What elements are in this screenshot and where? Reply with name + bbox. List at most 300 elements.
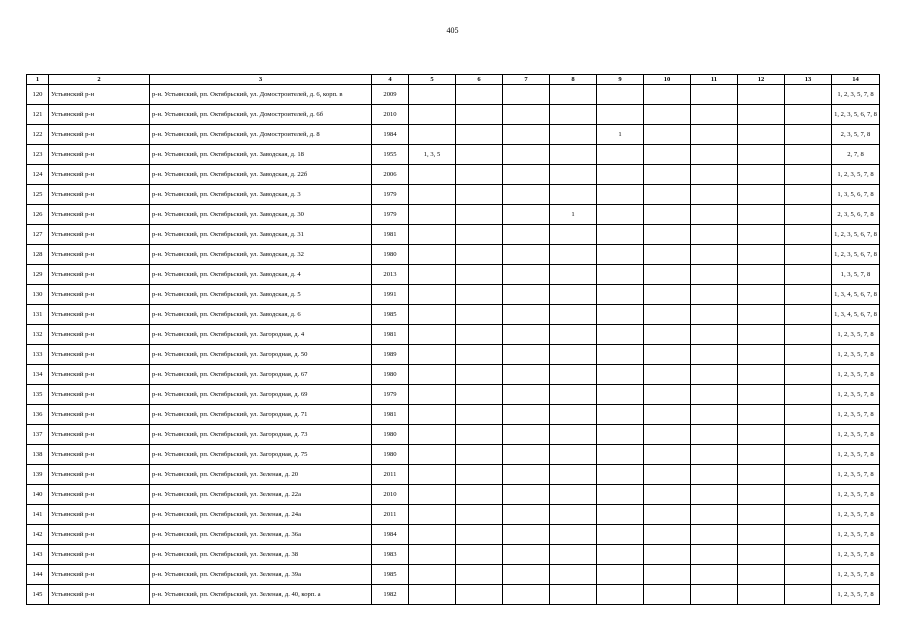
cell-year: 2011	[372, 505, 409, 525]
cell-col-10	[644, 125, 691, 145]
cell-district: Устьянский р-н	[49, 125, 150, 145]
cell-col-11	[691, 485, 738, 505]
cell-col-8	[550, 245, 597, 265]
cell-col-9	[597, 465, 644, 485]
cell-col-8	[550, 345, 597, 365]
cell-col-13	[785, 345, 832, 365]
cell-row-number: 123	[27, 145, 49, 165]
cell-col-8	[550, 125, 597, 145]
table-row	[27, 545, 880, 565]
cell-col-14: 1, 2, 3, 5, 7, 8	[832, 585, 880, 605]
cell-col-9	[597, 405, 644, 425]
cell-col-9	[597, 385, 644, 405]
cell-col-10	[644, 205, 691, 225]
cell-year: 1981	[372, 405, 409, 425]
cell-col-14: 1, 2, 3, 5, 7, 8	[832, 85, 880, 105]
table-row	[27, 185, 880, 205]
cell-col-7	[503, 425, 550, 445]
cell-col-11	[691, 365, 738, 385]
cell-col-14: 2, 3, 5, 6, 7, 8	[832, 205, 880, 225]
cell-year: 2009	[372, 85, 409, 105]
cell-col-14: 1, 2, 3, 5, 6, 7, 8	[832, 245, 880, 265]
cell-col-13	[785, 105, 832, 125]
cell-year: 1981	[372, 225, 409, 245]
table-row	[27, 565, 880, 585]
cell-col-13	[785, 225, 832, 245]
cell-col-7	[503, 485, 550, 505]
cell-col-8	[550, 565, 597, 585]
cell-address: р-н. Устьянский, рп. Октябрьский, ул. Загородная, д. 69	[150, 385, 372, 405]
cell-col-14: 1, 3, 5, 7, 8	[832, 265, 880, 285]
table-header-row	[27, 75, 880, 85]
cell-col-8	[550, 465, 597, 485]
cell-col-5	[409, 325, 456, 345]
cell-col-12	[738, 585, 785, 605]
table-body	[27, 85, 880, 605]
table-row	[27, 485, 880, 505]
cell-col-12	[738, 505, 785, 525]
cell-col-5	[409, 545, 456, 565]
cell-col-12	[738, 305, 785, 325]
cell-col-13	[785, 85, 832, 105]
cell-col-8	[550, 385, 597, 405]
cell-col-6	[456, 325, 503, 345]
column-header-14: 14	[832, 75, 880, 85]
table-row	[27, 145, 880, 165]
cell-row-number: 120	[27, 85, 49, 105]
cell-col-14: 1, 2, 3, 5, 7, 8	[832, 545, 880, 565]
cell-col-13	[785, 445, 832, 465]
cell-col-14: 1, 2, 3, 5, 7, 8	[832, 165, 880, 185]
cell-col-6	[456, 445, 503, 465]
cell-year: 1985	[372, 305, 409, 325]
cell-col-14: 1, 2, 3, 5, 7, 8	[832, 565, 880, 585]
cell-col-6	[456, 185, 503, 205]
cell-row-number: 122	[27, 125, 49, 145]
table-row	[27, 125, 880, 145]
cell-col-9	[597, 165, 644, 185]
cell-col-8	[550, 365, 597, 385]
table-row	[27, 345, 880, 365]
cell-col-8	[550, 165, 597, 185]
cell-col-12	[738, 465, 785, 485]
page-number: 405	[446, 26, 459, 35]
cell-row-number: 135	[27, 385, 49, 405]
cell-col-10	[644, 245, 691, 265]
cell-row-number: 145	[27, 585, 49, 605]
cell-district: Устьянский р-н	[49, 545, 150, 565]
cell-row-number: 121	[27, 105, 49, 125]
cell-col-7	[503, 305, 550, 325]
cell-col-8	[550, 325, 597, 345]
cell-col-11	[691, 185, 738, 205]
cell-col-14: 1, 2, 3, 5, 7, 8	[832, 425, 880, 445]
table-row	[27, 425, 880, 445]
cell-col-6	[456, 385, 503, 405]
cell-col-11	[691, 225, 738, 245]
cell-col-8	[550, 545, 597, 565]
cell-col-7	[503, 365, 550, 385]
cell-col-7	[503, 145, 550, 165]
cell-col-7	[503, 225, 550, 245]
cell-col-13	[785, 425, 832, 445]
cell-year: 1955	[372, 145, 409, 165]
cell-col-13	[785, 385, 832, 405]
cell-col-9	[597, 285, 644, 305]
cell-col-11	[691, 165, 738, 185]
cell-col-13	[785, 165, 832, 185]
cell-col-11	[691, 505, 738, 525]
cell-address: р-н. Устьянский, рп. Октябрьский, ул. Зеленая, д. 24а	[150, 505, 372, 525]
cell-col-5	[409, 525, 456, 545]
cell-district: Устьянский р-н	[49, 245, 150, 265]
cell-col-11	[691, 125, 738, 145]
cell-col-7	[503, 345, 550, 365]
cell-district: Устьянский р-н	[49, 385, 150, 405]
cell-col-12	[738, 125, 785, 145]
cell-col-5	[409, 505, 456, 525]
cell-address: р-н. Устьянский, рп. Октябрьский, ул. Домостроителей, д. 6, корп. в	[150, 85, 372, 105]
cell-col-12	[738, 345, 785, 365]
cell-district: Устьянский р-н	[49, 565, 150, 585]
table-row	[27, 225, 880, 245]
cell-col-6	[456, 285, 503, 305]
cell-col-13	[785, 125, 832, 145]
cell-col-8	[550, 105, 597, 125]
cell-col-11	[691, 85, 738, 105]
cell-year: 1983	[372, 545, 409, 565]
table-row	[27, 305, 880, 325]
cell-col-5	[409, 105, 456, 125]
cell-year: 2011	[372, 465, 409, 485]
cell-district: Устьянский р-н	[49, 365, 150, 385]
cell-col-8: 1	[550, 205, 597, 225]
cell-col-10	[644, 305, 691, 325]
cell-col-9	[597, 225, 644, 245]
cell-col-8	[550, 305, 597, 325]
cell-col-10	[644, 345, 691, 365]
cell-col-9	[597, 545, 644, 565]
cell-col-6	[456, 165, 503, 185]
cell-col-11	[691, 525, 738, 545]
cell-col-11	[691, 285, 738, 305]
cell-col-5	[409, 445, 456, 465]
cell-col-6	[456, 565, 503, 585]
cell-col-10	[644, 485, 691, 505]
cell-col-14: 1, 2, 3, 5, 7, 8	[832, 485, 880, 505]
cell-col-12	[738, 165, 785, 185]
cell-col-12	[738, 265, 785, 285]
column-header-5: 5	[409, 75, 456, 85]
cell-address: р-н. Устьянский, рп. Октябрьский, ул. Зеленая, д. 36а	[150, 525, 372, 545]
cell-col-6	[456, 585, 503, 605]
cell-col-12	[738, 225, 785, 245]
cell-col-9	[597, 485, 644, 505]
cell-district: Устьянский р-н	[49, 485, 150, 505]
cell-address: р-н. Устьянский, рп. Октябрьский, ул. Загородная, д. 71	[150, 405, 372, 425]
cell-col-9	[597, 325, 644, 345]
cell-col-9	[597, 145, 644, 165]
cell-col-10	[644, 585, 691, 605]
cell-col-13	[785, 585, 832, 605]
housing-table	[26, 74, 880, 605]
cell-col-5: 1, 3, 5	[409, 145, 456, 165]
cell-col-14: 1, 2, 3, 5, 6, 7, 8	[832, 225, 880, 245]
cell-col-5	[409, 285, 456, 305]
table-row	[27, 505, 880, 525]
cell-col-7	[503, 385, 550, 405]
cell-col-9: 1	[597, 125, 644, 145]
cell-col-10	[644, 265, 691, 285]
cell-district: Устьянский р-н	[49, 305, 150, 325]
column-header-7: 7	[503, 75, 550, 85]
cell-row-number: 139	[27, 465, 49, 485]
cell-district: Устьянский р-н	[49, 165, 150, 185]
cell-address: р-н. Устьянский, рп. Октябрьский, ул. Зеленая, д. 20	[150, 465, 372, 485]
cell-col-10	[644, 285, 691, 305]
cell-col-13	[785, 405, 832, 425]
cell-row-number: 136	[27, 405, 49, 425]
table-row	[27, 285, 880, 305]
cell-col-11	[691, 105, 738, 125]
cell-row-number: 141	[27, 505, 49, 525]
cell-col-6	[456, 425, 503, 445]
cell-address: р-н. Устьянский, рп. Октябрьский, ул. Заводская, д. 5	[150, 285, 372, 305]
cell-col-7	[503, 245, 550, 265]
cell-col-11	[691, 345, 738, 365]
cell-col-9	[597, 565, 644, 585]
cell-row-number: 126	[27, 205, 49, 225]
cell-row-number: 142	[27, 525, 49, 545]
cell-col-9	[597, 185, 644, 205]
cell-col-10	[644, 165, 691, 185]
cell-year: 2006	[372, 165, 409, 185]
cell-col-8	[550, 265, 597, 285]
column-header-6: 6	[456, 75, 503, 85]
cell-col-9	[597, 345, 644, 365]
cell-col-5	[409, 225, 456, 245]
table-row	[27, 405, 880, 425]
cell-col-12	[738, 85, 785, 105]
cell-col-11	[691, 465, 738, 485]
cell-col-10	[644, 445, 691, 465]
cell-address: р-н. Устьянский, рп. Октябрьский, ул. Зеленая, д. 38	[150, 545, 372, 565]
cell-col-5	[409, 405, 456, 425]
cell-col-5	[409, 465, 456, 485]
cell-col-8	[550, 145, 597, 165]
cell-row-number: 128	[27, 245, 49, 265]
cell-col-14: 2, 3, 5, 7, 8	[832, 125, 880, 145]
cell-district: Устьянский р-н	[49, 505, 150, 525]
cell-year: 1984	[372, 125, 409, 145]
column-header-2: 2	[49, 75, 150, 85]
cell-col-13	[785, 245, 832, 265]
cell-col-8	[550, 185, 597, 205]
cell-col-11	[691, 565, 738, 585]
cell-col-14: 1, 2, 3, 5, 7, 8	[832, 325, 880, 345]
cell-col-8	[550, 445, 597, 465]
cell-col-6	[456, 265, 503, 285]
cell-col-12	[738, 365, 785, 385]
cell-col-5	[409, 165, 456, 185]
table-row	[27, 105, 880, 125]
cell-col-7	[503, 405, 550, 425]
cell-col-13	[785, 305, 832, 325]
cell-district: Устьянский р-н	[49, 425, 150, 445]
cell-col-5	[409, 585, 456, 605]
cell-col-13	[785, 325, 832, 345]
cell-district: Устьянский р-н	[49, 465, 150, 485]
cell-year: 1989	[372, 345, 409, 365]
cell-col-11	[691, 325, 738, 345]
cell-year: 1979	[372, 205, 409, 225]
column-header-8: 8	[550, 75, 597, 85]
cell-year: 1979	[372, 385, 409, 405]
cell-col-5	[409, 245, 456, 265]
column-header-1: 1	[27, 75, 49, 85]
cell-col-11	[691, 545, 738, 565]
cell-address: р-н. Устьянский, рп. Октябрьский, ул. Зеленая, д. 40, корп. а	[150, 585, 372, 605]
cell-col-6	[456, 125, 503, 145]
cell-col-12	[738, 445, 785, 465]
cell-col-12	[738, 565, 785, 585]
cell-col-12	[738, 205, 785, 225]
cell-year: 2010	[372, 105, 409, 125]
cell-col-8	[550, 285, 597, 305]
cell-col-6	[456, 525, 503, 545]
cell-col-12	[738, 245, 785, 265]
cell-col-5	[409, 205, 456, 225]
cell-col-6	[456, 465, 503, 485]
cell-col-11	[691, 585, 738, 605]
cell-col-5	[409, 425, 456, 445]
cell-row-number: 140	[27, 485, 49, 505]
cell-row-number: 132	[27, 325, 49, 345]
cell-col-8	[550, 585, 597, 605]
cell-col-12	[738, 525, 785, 545]
cell-col-10	[644, 105, 691, 125]
cell-row-number: 134	[27, 365, 49, 385]
table-row	[27, 325, 880, 345]
cell-address: р-н. Устьянский, рп. Октябрьский, ул. Заводская, д. 18	[150, 145, 372, 165]
cell-col-9	[597, 305, 644, 325]
cell-year: 2010	[372, 485, 409, 505]
cell-col-13	[785, 565, 832, 585]
cell-district: Устьянский р-н	[49, 285, 150, 305]
cell-col-10	[644, 465, 691, 485]
cell-col-14: 1, 2, 3, 5, 7, 8	[832, 365, 880, 385]
cell-col-10	[644, 385, 691, 405]
cell-col-9	[597, 425, 644, 445]
cell-col-11	[691, 205, 738, 225]
cell-district: Устьянский р-н	[49, 225, 150, 245]
cell-col-7	[503, 165, 550, 185]
cell-row-number: 131	[27, 305, 49, 325]
cell-col-9	[597, 105, 644, 125]
cell-col-7	[503, 525, 550, 545]
cell-col-10	[644, 225, 691, 245]
cell-col-5	[409, 265, 456, 285]
cell-col-8	[550, 85, 597, 105]
cell-col-9	[597, 445, 644, 465]
cell-col-10	[644, 185, 691, 205]
cell-address: р-н. Устьянский, рп. Октябрьский, ул. Загородная, д. 50	[150, 345, 372, 365]
cell-year: 1985	[372, 565, 409, 585]
cell-col-5	[409, 565, 456, 585]
table-row	[27, 445, 880, 465]
cell-year: 1980	[372, 425, 409, 445]
cell-col-5	[409, 485, 456, 505]
cell-year: 1981	[372, 325, 409, 345]
cell-col-7	[503, 465, 550, 485]
cell-col-6	[456, 505, 503, 525]
cell-col-9	[597, 205, 644, 225]
cell-col-12	[738, 425, 785, 445]
cell-col-13	[785, 365, 832, 385]
cell-year: 1980	[372, 445, 409, 465]
cell-address: р-н. Устьянский, рп. Октябрьский, ул. Заводская, д. 30	[150, 205, 372, 225]
cell-col-14: 1, 2, 3, 5, 6, 7, 8	[832, 105, 880, 125]
cell-row-number: 124	[27, 165, 49, 185]
cell-col-14: 1, 2, 3, 5, 7, 8	[832, 385, 880, 405]
cell-col-7	[503, 265, 550, 285]
cell-address: р-н. Устьянский, рп. Октябрьский, ул. Заводская, д. 3	[150, 185, 372, 205]
cell-address: р-н. Устьянский, рп. Октябрьский, ул. Заводская, д. 4	[150, 265, 372, 285]
cell-col-7	[503, 445, 550, 465]
cell-address: р-н. Устьянский, рп. Октябрьский, ул. Заводская, д. 22б	[150, 165, 372, 185]
cell-col-7	[503, 505, 550, 525]
column-header-10: 10	[644, 75, 691, 85]
cell-col-11	[691, 245, 738, 265]
cell-col-10	[644, 565, 691, 585]
cell-col-14: 1, 3, 4, 5, 6, 7, 8	[832, 285, 880, 305]
cell-district: Устьянский р-н	[49, 325, 150, 345]
cell-col-14: 1, 2, 3, 5, 7, 8	[832, 465, 880, 485]
cell-col-9	[597, 525, 644, 545]
cell-col-6	[456, 305, 503, 325]
cell-col-13	[785, 525, 832, 545]
cell-col-8	[550, 225, 597, 245]
cell-col-14: 2, 7, 8	[832, 145, 880, 165]
cell-row-number: 138	[27, 445, 49, 465]
cell-col-14: 1, 2, 3, 5, 7, 8	[832, 525, 880, 545]
cell-col-13	[785, 265, 832, 285]
table-row	[27, 365, 880, 385]
cell-district: Устьянский р-н	[49, 345, 150, 365]
cell-col-13	[785, 545, 832, 565]
cell-col-7	[503, 85, 550, 105]
cell-col-14: 1, 2, 3, 5, 7, 8	[832, 345, 880, 365]
cell-row-number: 130	[27, 285, 49, 305]
cell-address: р-н. Устьянский, рп. Октябрьский, ул. Зеленая, д. 39а	[150, 565, 372, 585]
cell-col-13	[785, 485, 832, 505]
cell-col-10	[644, 145, 691, 165]
cell-col-6	[456, 245, 503, 265]
cell-col-6	[456, 225, 503, 245]
cell-col-6	[456, 485, 503, 505]
cell-col-6	[456, 85, 503, 105]
cell-col-9	[597, 365, 644, 385]
cell-year: 1984	[372, 525, 409, 545]
column-header-9: 9	[597, 75, 644, 85]
cell-row-number: 133	[27, 345, 49, 365]
cell-col-12	[738, 385, 785, 405]
cell-year: 1982	[372, 585, 409, 605]
cell-address: р-н. Устьянский, рп. Октябрьский, ул. Заводская, д. 31	[150, 225, 372, 245]
table-row	[27, 205, 880, 225]
cell-col-10	[644, 525, 691, 545]
cell-address: р-н. Устьянский, рп. Октябрьский, ул. Загородная, д. 67	[150, 365, 372, 385]
